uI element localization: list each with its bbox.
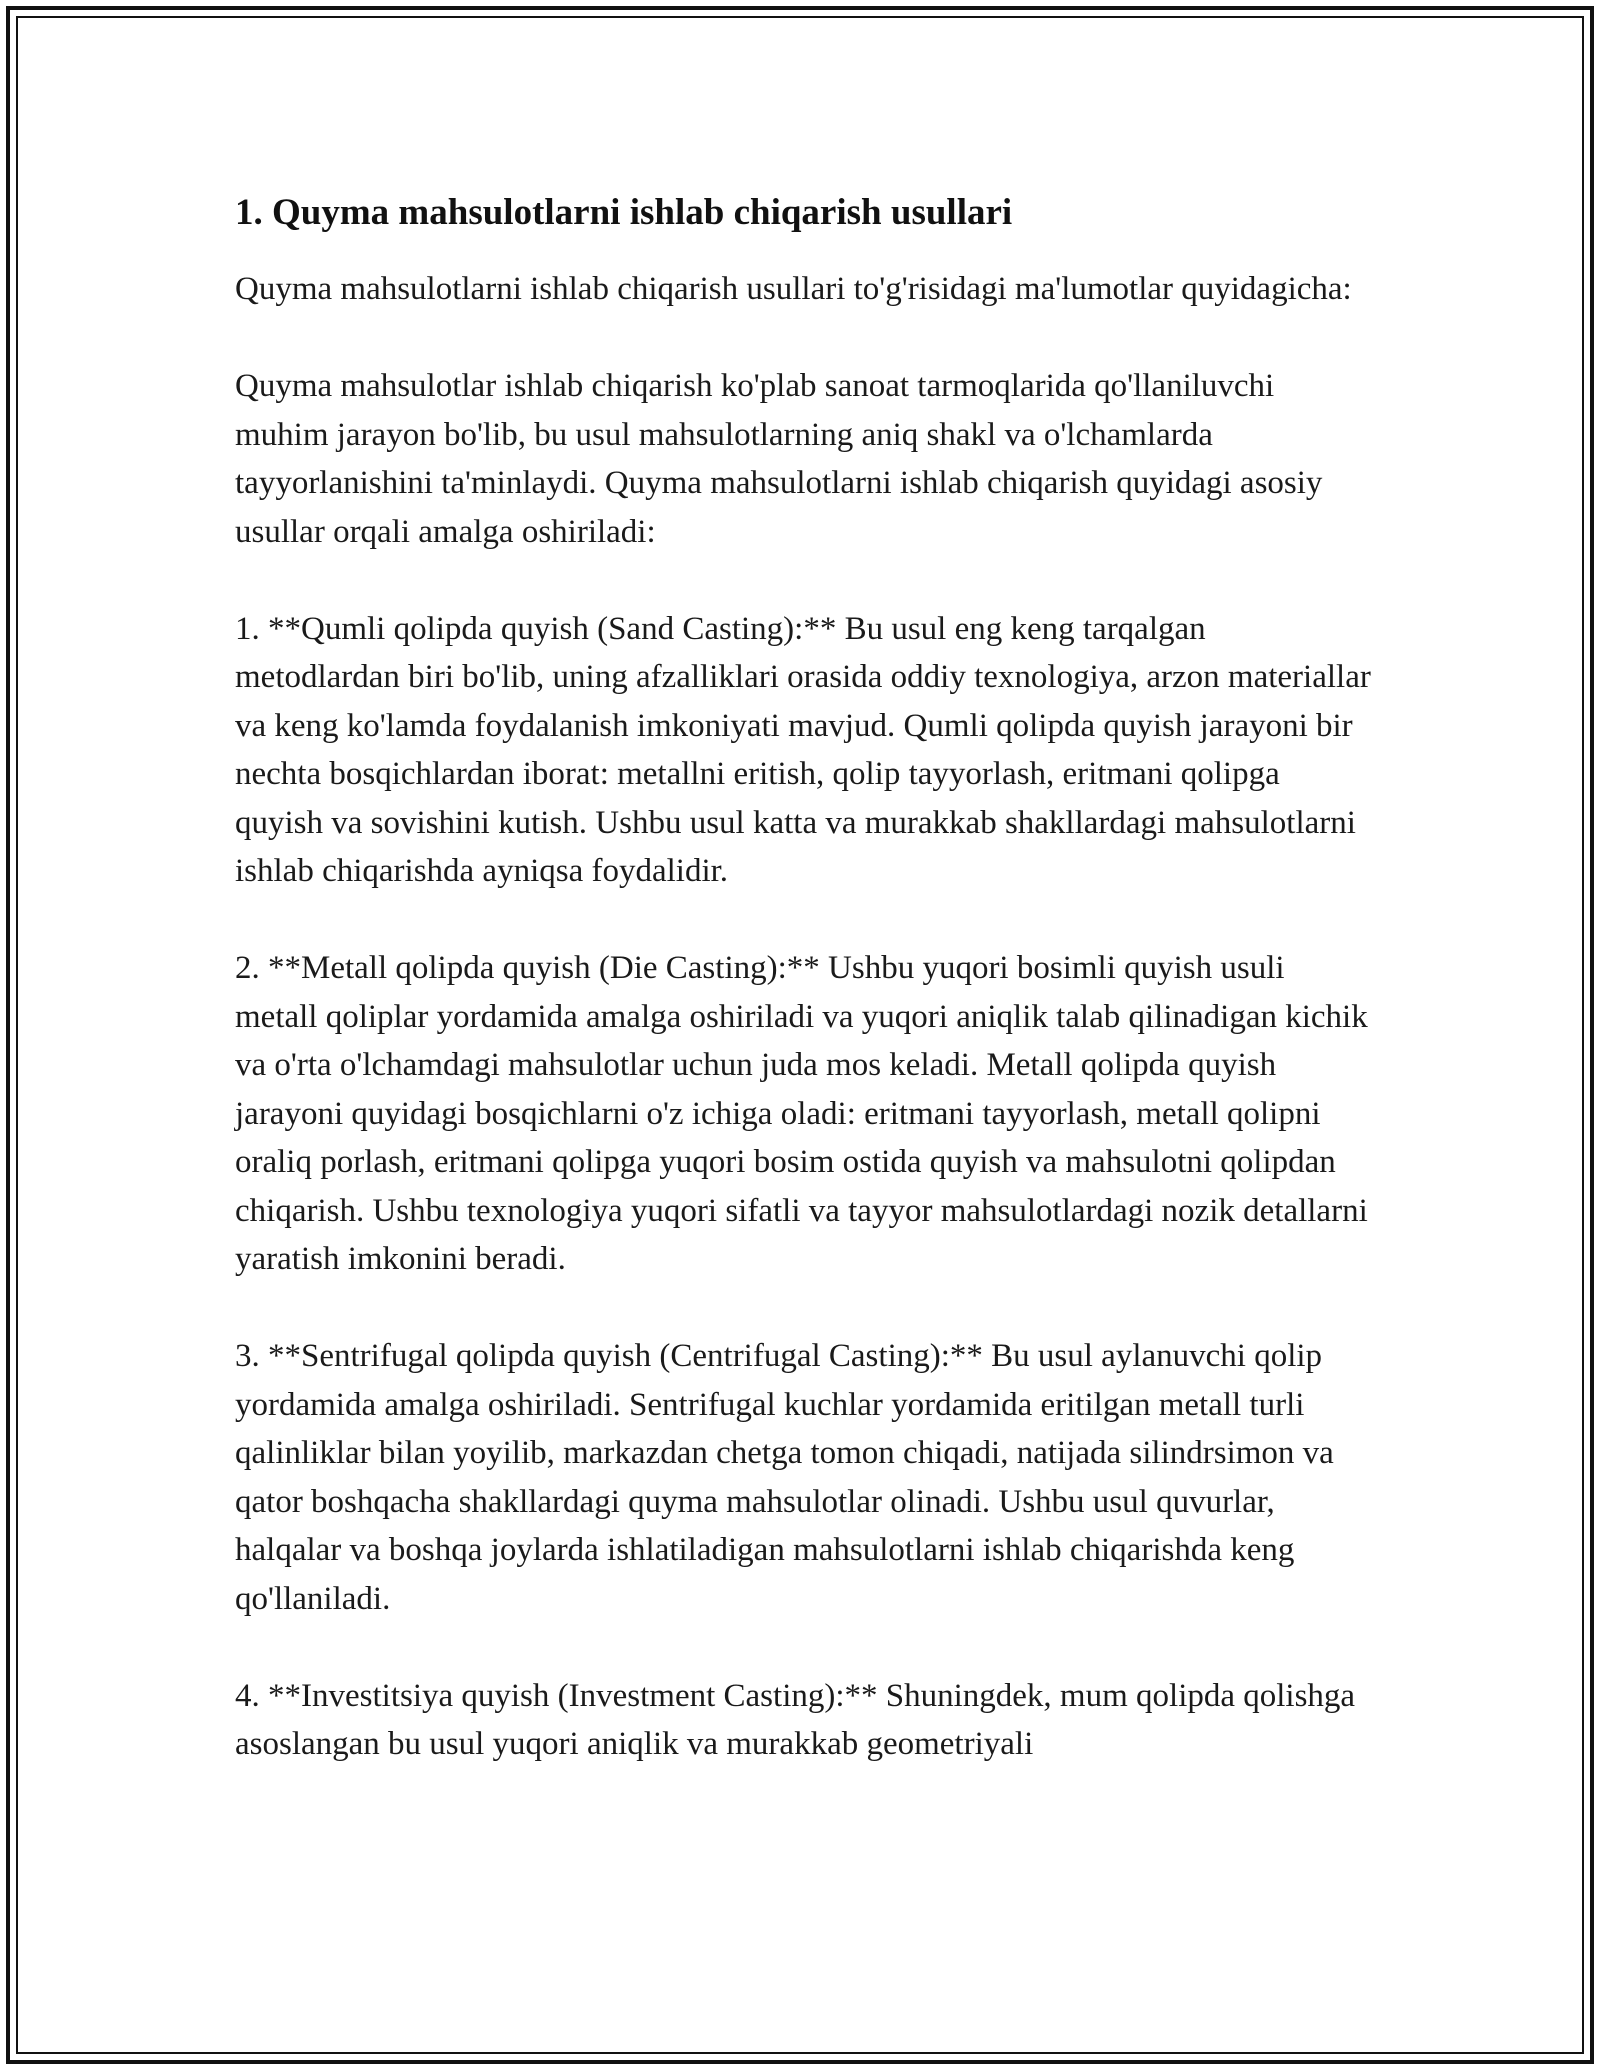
overview-paragraph: Quyma mahsulotlar ishlab chiqarish ko'plab sanoat tarmoqlarida qo'llaniluvchi muhim jarayon bo'lib, bu usul mahsulotlarning aniq shakl va o'lchamlarda tayyorlanishini ta'minlaydi. Quyma mahsulotlarni ishlab chiqarish quyidagi asosiy usullar orqali amalga oshiriladi:: [235, 368, 1323, 550]
die-casting-paragraph: 2. **Metall qolipda quyish (Die Casting):** Ushbu yuqori bosimli quyish usuli metall qoliplar yordamida amalga oshiriladi va yuqori aniqlik talab qilinadigan kichik va o'rta o'lchamdagi mahsulotlar uchun juda mos keladi. Metall qolipda quyish jarayoni quyidagi bosqichlarni o'z ichiga oladi: eritmani tayyorlash, metall qolipni oraliq porlash, eritmani qolipga yuqori bosim ostida quyish va mahsulotni qolipdan chiqarish. Ushbu texnologiya yuqori sifatli va tayyor mahsulotlardagi nozik detallarni yaratish imkonini beradi.: [235, 950, 1368, 1277]
document-body: [235, 188, 1375, 1817]
sand-casting-paragraph: 1. **Qumli qolipda quyish (Sand Casting):** Bu usul eng keng tarqalgan metodlardan biri bo'lib, uning afzalliklari orasida oddiy texnologiya, arzon materiallar va keng ko'lamda foydalanish imkoniyati mavjud. Qumli qolipda quyish jarayoni bir nechta bosqichlardan iborat: metallni eritish, qolip tayyorlash, eritmani qolipga quyish va sovishini kutish. Ushbu usul katta va murakkab shakllardagi mahsulotlarni ishlab chiqarishda ayniqsa foydalidir.: [235, 610, 1371, 889]
document-title: 1. Quyma mahsulotlarni ishlab chiqarish usullari: [235, 192, 1013, 233]
intro-paragraph: Quyma mahsulotlarni ishlab chiqarish usullari to'g'risidagi ma'lumotlar quyidagicha:: [235, 271, 1352, 307]
centrifugal-casting-paragraph: 3. **Sentrifugal qolipda quyish (Centrifugal Casting):** Bu usul aylanuvchi qolip yordamida amalga oshiriladi. Sentrifugal kuchlar yordamida eritilgan metall turli qalinliklar bilan yoyilib, markazdan chetga tomon chiqadi, natijada silindrsimon va qator boshqacha shakllardagi quyma mahsulotlar olinadi. Ushbu usul quvurlar, halqalar va boshqa joylarda ishlatiladigan mahsulotlarni ishlab chiqarishda keng qo'llaniladi.: [235, 1338, 1334, 1617]
investment-casting-paragraph: 4. **Investitsiya quyish (Investment Casting):** Shuningdek, mum qolipda qolishga asoslangan bu usul yuqori aniqlik va murakkab geometriyali: [235, 1677, 1356, 1762]
